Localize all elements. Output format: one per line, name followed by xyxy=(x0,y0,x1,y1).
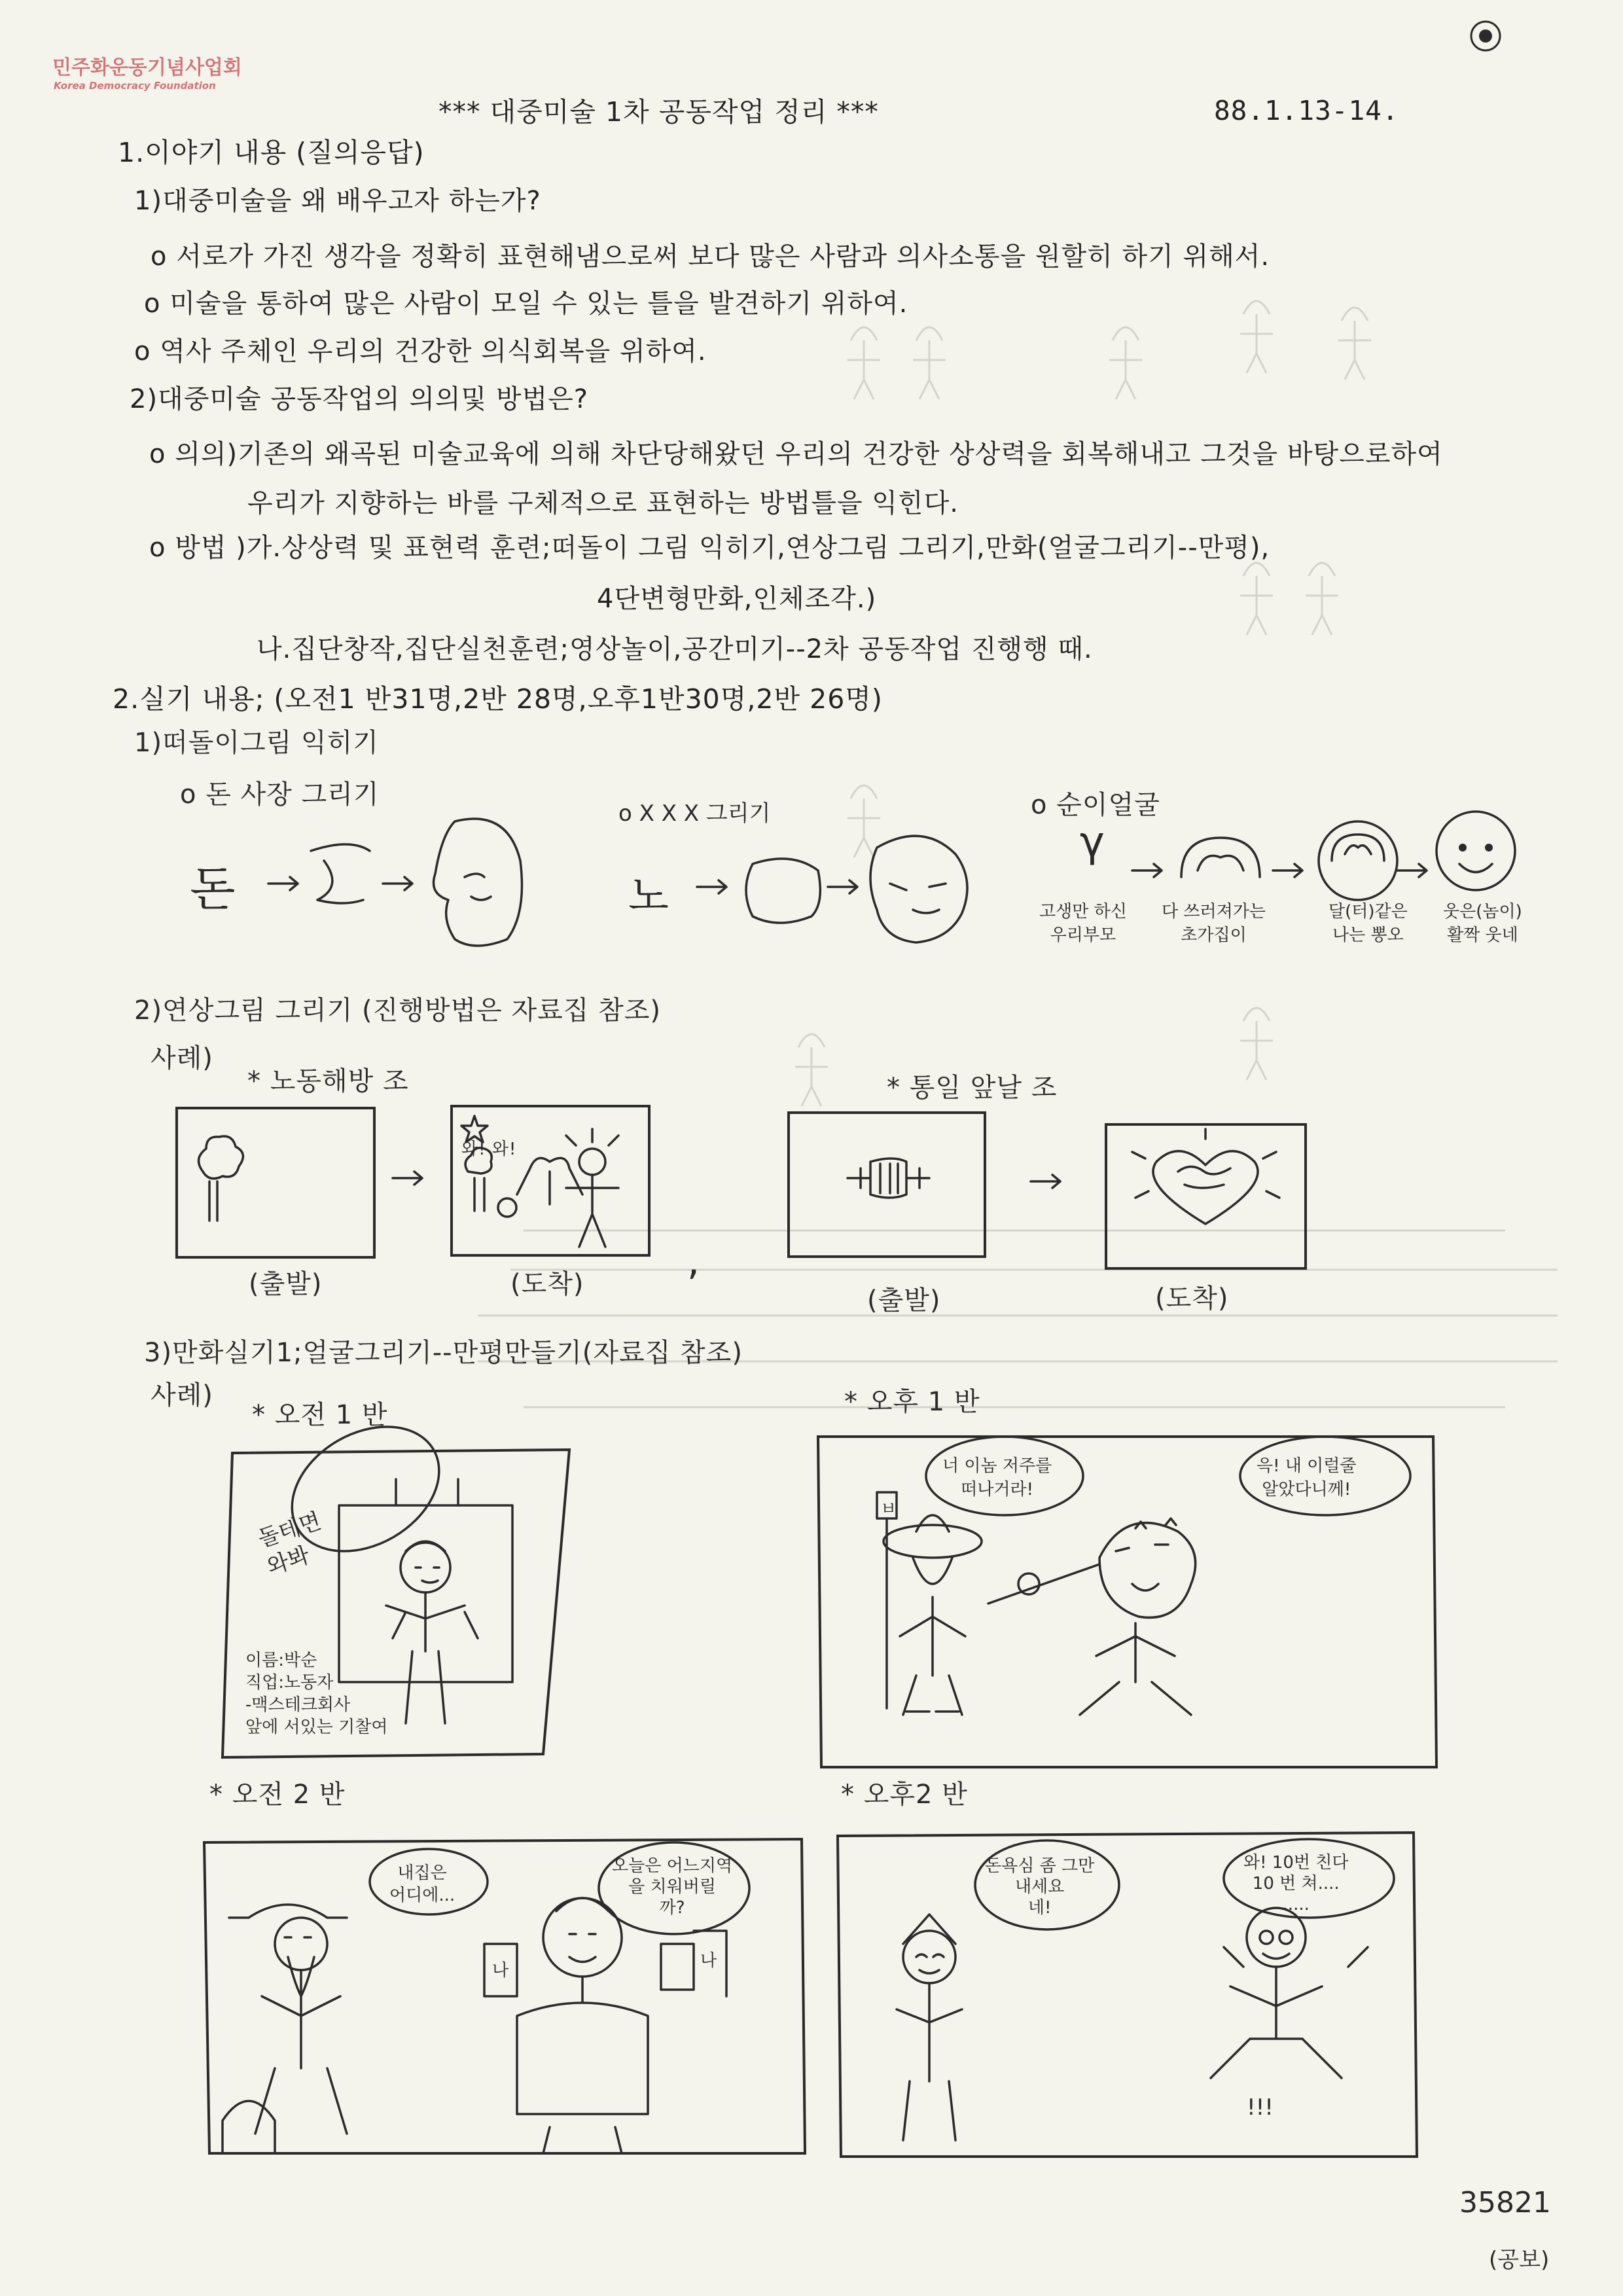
label-start: (출발) xyxy=(867,1285,941,1316)
part2-title: 2)연상그림 그리기 (진행방법은 자료집 참조) xyxy=(134,996,662,1026)
section2-heading: 2.실기 내용; (오전1 반31명,2반 28명,오후1반30명,2반 26명) xyxy=(113,683,883,715)
panel-pm2-bubble-right: 와! 10번 친다 10 번 쳐.... ..... xyxy=(1243,1853,1349,1914)
panel-pm1-bubble-right: 윽! 내 이럴줄 알았다니께! xyxy=(1257,1456,1357,1499)
panel-pm1-label: * 오후 1 반 xyxy=(844,1387,980,1417)
q1-bullet: o 미술을 통하여 많은 사람이 모일 수 있는 틀을 발견하기 위하여. xyxy=(144,289,908,319)
panel-pm1-bubble-left: 너 이놈 저주를 떠나거라! xyxy=(942,1456,1052,1499)
panel-pm2-exclaim: !!! xyxy=(1247,2094,1274,2121)
q2-meaning-line: o 의의)기존의 왜곡된 미술교육에 의해 차단당해왔던 우리의 건강한 상상력을 회복해내고 그것을 바탕으로하여 xyxy=(149,439,1443,469)
part2-example: 사례) xyxy=(151,1043,213,1073)
q1-bullet: o 서로가 가진 생각을 정확히 표현해냄으로써 보다 많은 사람과 의사소통을 원할히 하기 위해서. xyxy=(151,242,1270,272)
part1-sub-don: o 돈 사장 그리기 xyxy=(180,780,380,810)
part1-title: 1)떠돌이그림 익히기 xyxy=(134,728,379,758)
gamma-letter: γ xyxy=(1080,818,1105,867)
theme-labor-liberation: * 노동해방 조 xyxy=(247,1066,409,1096)
q2-meaning-line: 우리가 지향하는 바를 구체적으로 표현하는 방법틀을 익힌다. xyxy=(247,488,959,518)
suni-caption: 웃은(놈이) 활짝 웃네 xyxy=(1443,902,1522,945)
q1-bullet: o 역사 주체인 우리의 건강한 의식회복을 위하여. xyxy=(134,336,707,367)
suni-caption: 달(터)같은 나는 뽕오 xyxy=(1329,902,1408,945)
q2-method-line: o 방법 )가.상상력 및 표현력 훈련;떠돌이 그림 익히기,연상그림 그리기,만화(얼굴그리기--만평), xyxy=(149,533,1270,563)
watermark-org-en: Korea Democracy Foundation xyxy=(54,80,216,92)
archive-number: 35821 xyxy=(1459,2186,1551,2219)
part3-example: 사례) xyxy=(151,1380,213,1410)
part3-title: 3)만화실기1;얼굴그리기--만평만들기(자료집 참조) xyxy=(144,1338,743,1368)
suni-caption: 고생만 하신 우리부모 xyxy=(1039,902,1127,945)
panel-am2-label: * 오전 2 반 xyxy=(209,1780,346,1810)
q2-method-line: 나.집단창작,집단실천훈련;영상놀이,공간미기--2차 공동작업 진행행 때. xyxy=(257,634,1093,664)
q1-title: 1)대중미술을 왜 배우고자 하는가? xyxy=(134,186,541,216)
panel-am2-sign: 나 xyxy=(492,1961,509,1981)
no-character: 노 xyxy=(628,872,669,921)
watermark-org-kr: 민주화운동기념사업회 xyxy=(52,56,242,79)
q2-title: 2)대중미술 공동작업의 의의및 방법은? xyxy=(130,384,589,414)
shout-text: 와! 와! xyxy=(461,1139,517,1159)
panel-am2-bubble-right: 오늘은 어느지역 을 치워버릴 까? xyxy=(612,1856,733,1918)
panel-pm1-flag-mark: ㅂ xyxy=(880,1499,897,1519)
label-arrive: (도착) xyxy=(510,1269,584,1299)
part1-sub-xxx: o X X X 그리기 xyxy=(618,800,771,827)
don-character: 돈 xyxy=(190,861,236,916)
document-date: 88.1.13-14. xyxy=(1214,95,1399,126)
q2-method-line: 4단변형만화,인체조각.) xyxy=(597,584,877,614)
panel-pm2-label: * 오후2 반 xyxy=(841,1780,968,1810)
panel-am2-sign: 나 xyxy=(700,1951,717,1971)
part1-sub-suni: o 순이얼굴 xyxy=(1031,790,1160,820)
panel-am2-bubble-left: 내집은 어디에... xyxy=(389,1863,455,1905)
theme-unification: * 통일 앞날 조 xyxy=(887,1073,1058,1103)
label-arrive: (도착) xyxy=(1155,1283,1229,1314)
panel-am1-label: * 오전 1 반 xyxy=(252,1400,388,1430)
panel-pm2-bubble-left: 돈욕심 좀 그만 내세요 네! xyxy=(985,1856,1095,1918)
label-start: (출발) xyxy=(249,1269,323,1299)
document-title: *** 대중미술 1차 공동작업 정리 *** xyxy=(438,96,879,128)
panel-am1-note: 이름:박순 직업:노동자 -맥스테크회사 앞에 서있는 기찰여 xyxy=(245,1651,388,1737)
comma-mark: , xyxy=(687,1238,701,1284)
panel-am1-bubble: 돌테면 와봐 xyxy=(255,1507,325,1581)
suni-caption: 다 쓰러져가는 초가집이 xyxy=(1162,902,1266,945)
section1-heading: 1.이야기 내용 (질의응답) xyxy=(118,137,425,168)
archive-note: (공보) xyxy=(1489,2247,1550,2273)
